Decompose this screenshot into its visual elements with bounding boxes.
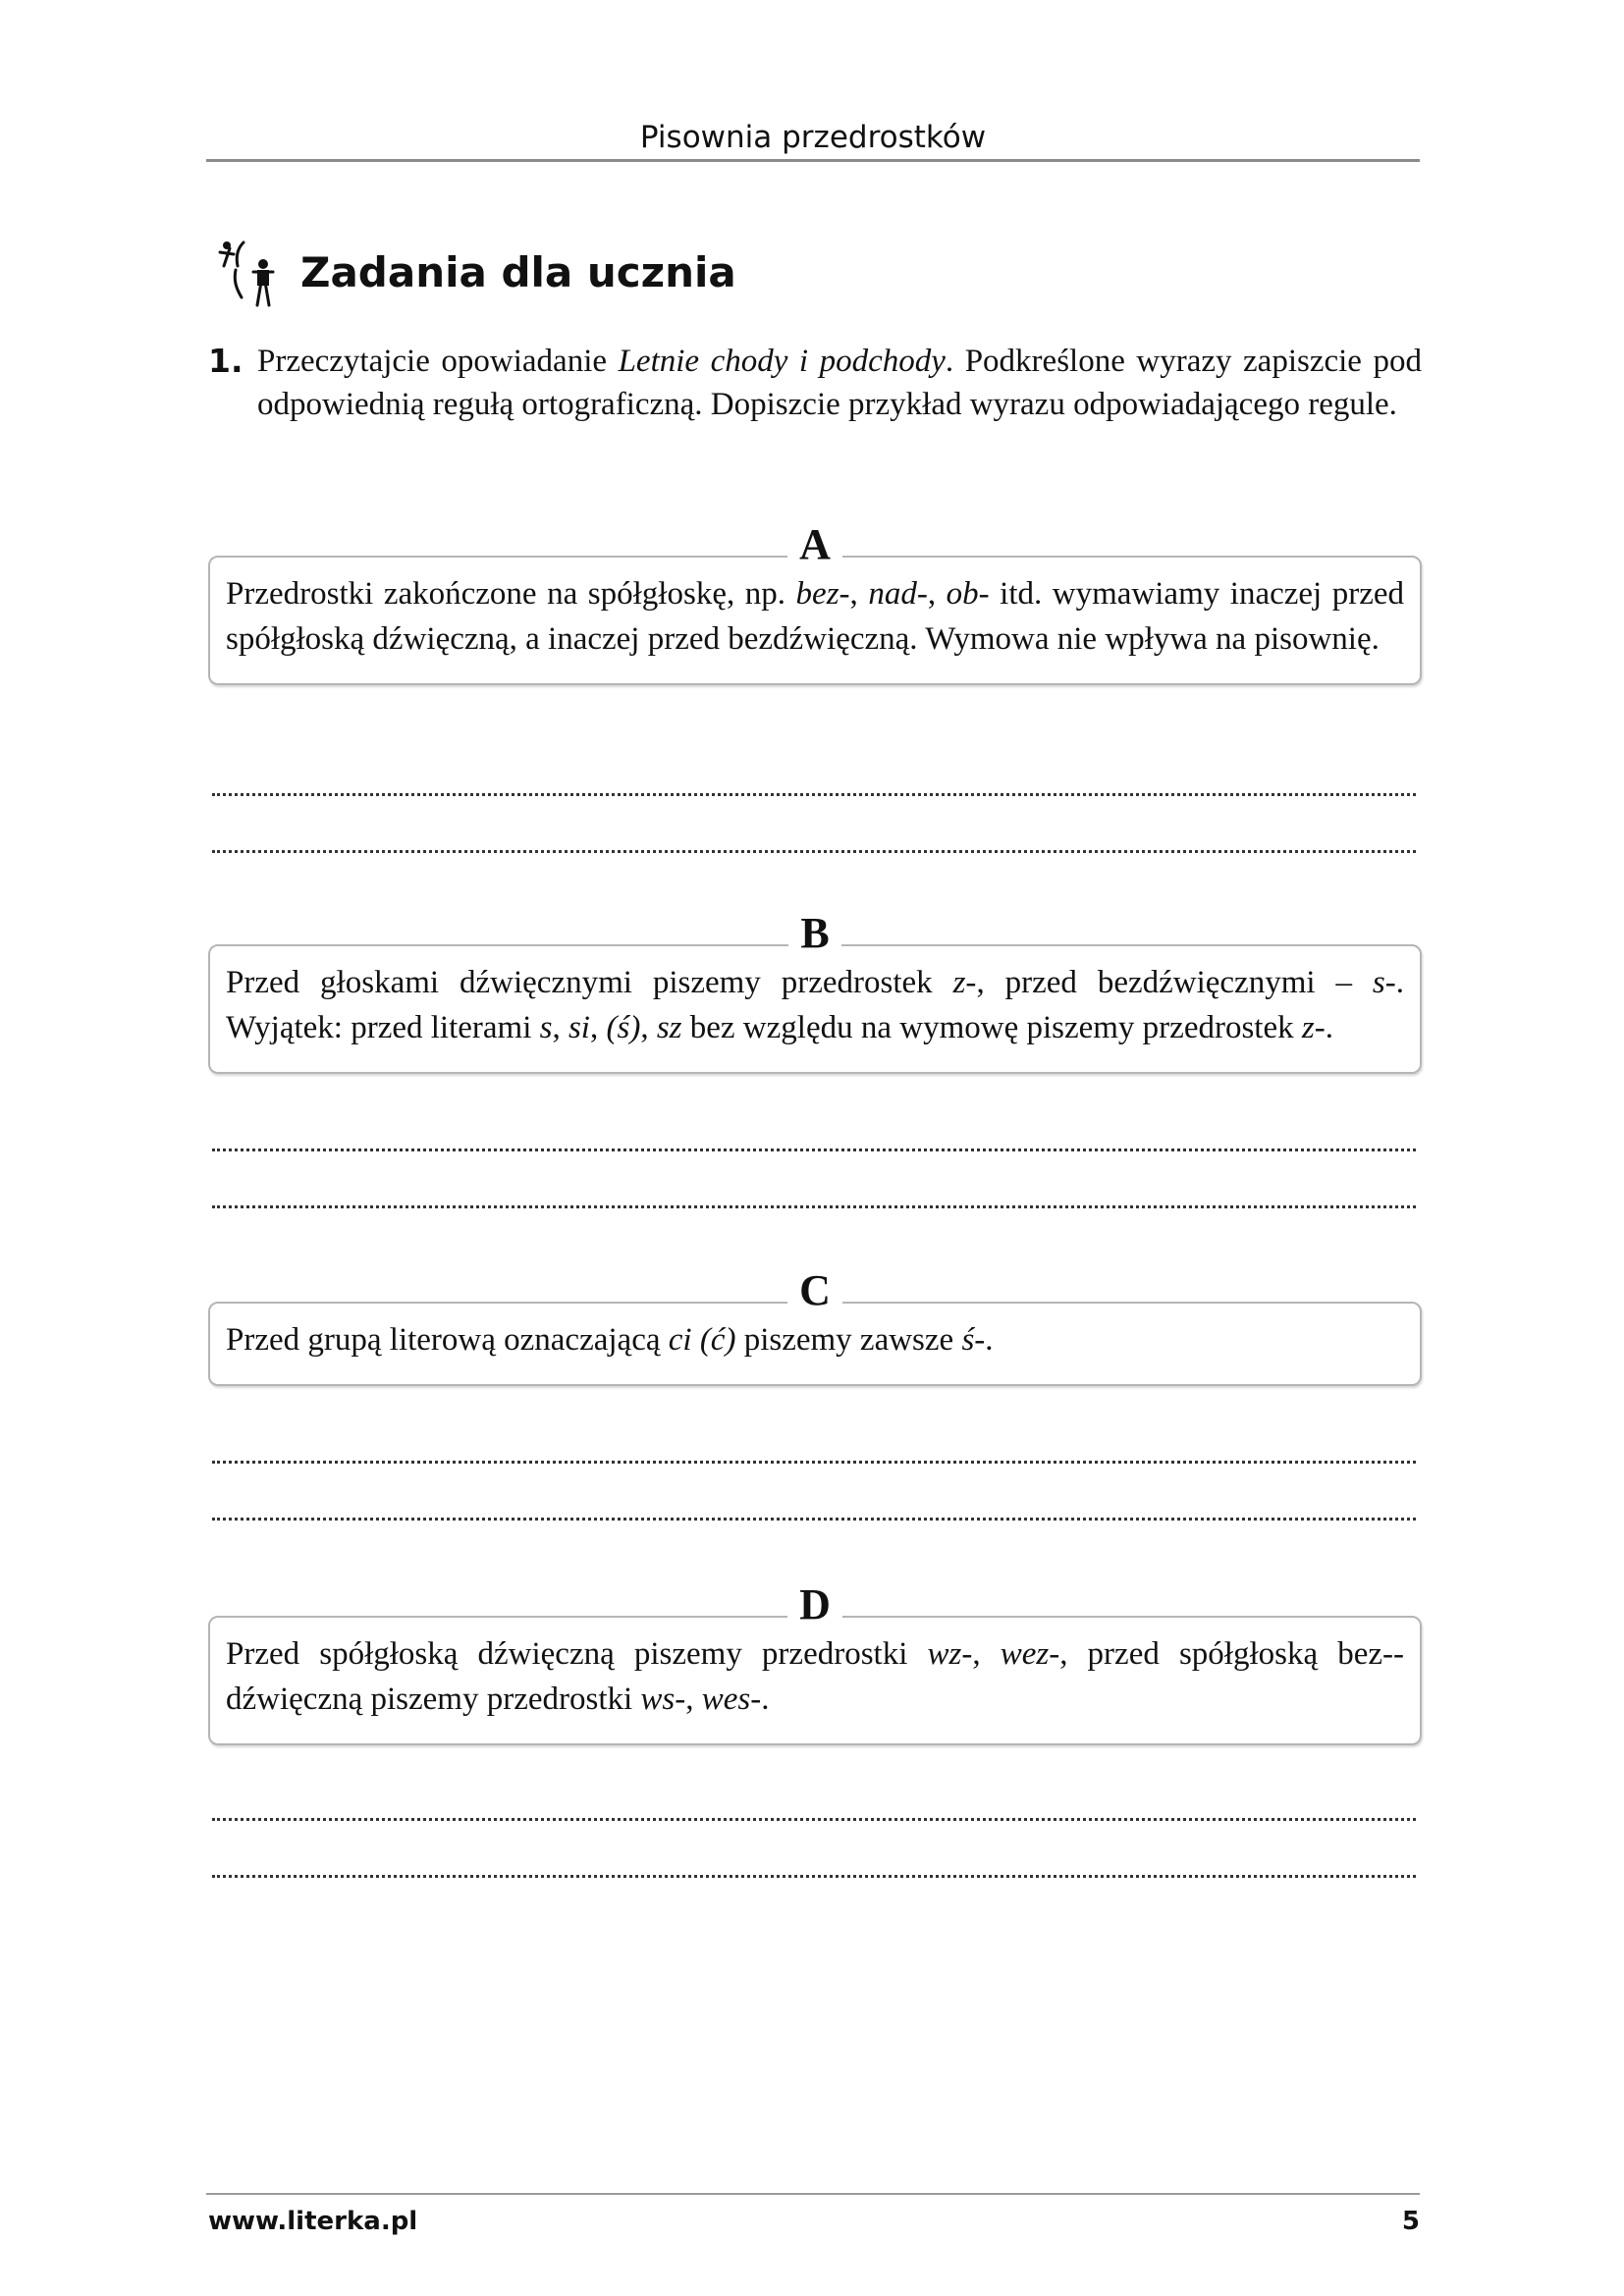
page-number: 5 (1401, 2207, 1420, 2236)
rule-text: itd. wymawiamy inaczej przed spółgłoską dźwięczną, a inaczej przed bezdźwięczną. Wymowa nie wpływa na pisownię. (226, 576, 1405, 657)
rule-term: (ś) (606, 1010, 641, 1045)
rule-term: bez- (795, 576, 850, 612)
footer-url[interactable]: www.literka.pl (208, 2207, 418, 2236)
rule-text: , (640, 1010, 657, 1045)
rule-a (208, 520, 1422, 685)
task-1 (208, 340, 1422, 426)
section-title: Zadania dla ucznia (300, 248, 736, 296)
rule-b-box (208, 944, 1422, 1074)
answer-line[interactable] (212, 1518, 1416, 1521)
answer-line[interactable] (212, 1148, 1416, 1151)
rule-term: nad- (868, 576, 928, 612)
rule-term: ś- (961, 1322, 986, 1358)
task-text-after: . Podkreślone wyrazy zapiszcie pod odpowiednią regułą ortograficzną. Dopiszcie przykład wyrazu odpowiadającego regule. (257, 344, 1422, 422)
story-title: Letnie chody i podchody (618, 344, 946, 379)
header-rule (206, 159, 1420, 162)
student-icon (214, 237, 279, 309)
rule-text: , przed spółgłoską bez-dźwięczną piszemy przedrostki (226, 1636, 1405, 1717)
footer-rule (206, 2193, 1420, 2195)
rule-term: si (568, 1010, 590, 1045)
rule-b (208, 909, 1422, 1074)
task-text (257, 340, 1422, 426)
answer-line[interactable] (212, 1818, 1416, 1821)
rule-d-letter: D (208, 1580, 1422, 1629)
rule-d-box (208, 1616, 1422, 1745)
answer-line[interactable] (212, 1205, 1416, 1208)
answer-line[interactable] (212, 1875, 1416, 1878)
rule-text: , (972, 1636, 1001, 1672)
rule-text: , (685, 1682, 702, 1717)
rule-term: ob- (946, 576, 990, 612)
rule-text: Przed głoskami dźwięcznymi piszemy przedrostek (226, 965, 953, 1000)
rule-term: wes- (701, 1682, 762, 1717)
rule-text: , (552, 1010, 568, 1045)
rule-text: , (589, 1010, 607, 1045)
task-number: 1. (208, 342, 244, 380)
rule-term: ci (ć) (668, 1322, 736, 1358)
rule-text: . (985, 1322, 994, 1358)
answer-line[interactable] (212, 850, 1416, 853)
rule-text: . (761, 1682, 770, 1717)
rule-a-letter: A (208, 520, 1422, 569)
task-text-before: Przeczytajcie opowiadanie (257, 344, 619, 379)
rule-term: wez- (1000, 1636, 1060, 1672)
rule-b-letter: B (208, 909, 1422, 958)
rule-text: , (927, 576, 947, 612)
running-header: Pisownia przedrostków (639, 120, 987, 155)
rule-text: piszemy zawsze (735, 1322, 962, 1358)
rule-term: s (539, 1010, 553, 1045)
answer-line[interactable] (212, 793, 1416, 796)
rule-text: Przed grupą literową oznaczającą (226, 1322, 669, 1358)
section-heading (214, 234, 736, 312)
rule-term: sz (656, 1010, 682, 1045)
rule-a-box (208, 556, 1422, 685)
rule-term: z- (952, 965, 977, 1000)
rule-term: z- (1301, 1010, 1326, 1045)
rule-text: , (849, 576, 869, 612)
rule-text: , przed bezdźwięcznymi – (976, 965, 1373, 1000)
rule-c-letter: C (208, 1266, 1422, 1315)
rule-text: Przed spółgłoską dźwięczną piszemy przedrostki (226, 1636, 928, 1672)
answer-line[interactable] (212, 1461, 1416, 1464)
rule-text: . Wyjątek: przed literami (226, 965, 1404, 1045)
rule-c (208, 1266, 1422, 1386)
rule-d (208, 1580, 1422, 1745)
rule-text: . (1325, 1010, 1333, 1045)
rule-text: Przedrostki zakończone na spółgłoskę, np. (226, 576, 796, 612)
rule-text: bez względu na wymowę piszemy przedrostek (681, 1010, 1302, 1045)
rule-term: wz- (927, 1636, 973, 1672)
rule-term: ws- (640, 1682, 686, 1717)
rule-term: s- (1372, 965, 1396, 1000)
